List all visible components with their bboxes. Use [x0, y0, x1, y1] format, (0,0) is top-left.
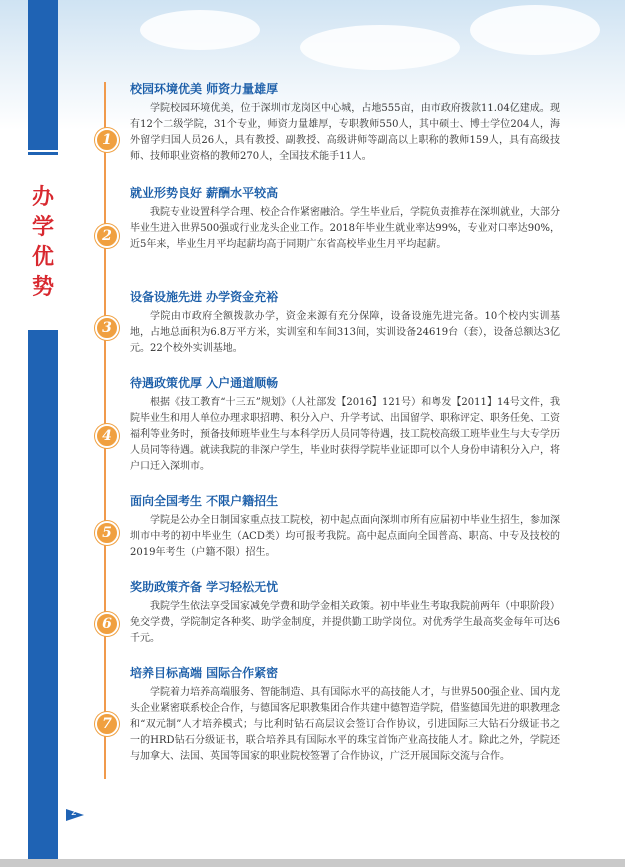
timeline-marker: 1 — [95, 128, 119, 152]
section-title: 设备设施先进 办学资金充裕 — [130, 290, 279, 304]
section-international — [130, 664, 560, 765]
section-campus — [130, 80, 560, 165]
timeline-marker: 7 — [95, 712, 119, 736]
section-scholarship — [130, 578, 560, 647]
timeline-marker: 3 — [95, 316, 119, 340]
blue-bar-divider — [28, 152, 58, 155]
timeline-marker: 4 — [95, 424, 119, 448]
cloud-shape — [140, 10, 260, 50]
section-policy — [130, 374, 560, 475]
page-number: 2 — [71, 808, 77, 818]
section-title: 培养目标高端 国际合作紧密 — [130, 666, 279, 680]
section-title: 面向全国考生 不限户籍招生 — [130, 494, 279, 508]
section-body: 学院是公办全日制国家重点技工院校，初中起点面向深圳市所有应届初中毕业生招生，参加深圳市中考的初中毕业生（ACD类）均可报考我院。高中起点面向全国普高、职高、中专及技校的2019年考生（户籍不限）招生。 — [130, 515, 560, 558]
section-facilities — [130, 288, 560, 357]
side-title-char: 学 — [31, 214, 54, 240]
side-title-char: 优 — [31, 244, 54, 270]
timeline-marker: 6 — [95, 612, 119, 636]
section-employment — [130, 184, 560, 253]
section-title: 奖助政策齐备 学习轻松无忧 — [130, 580, 279, 594]
section-title: 就业形势良好 薪酬水平较高 — [130, 186, 279, 200]
section-body: 我院学生依法享受国家减免学费和助学金相关政策。初中毕业生考取我院前两年（中职阶段）免交学费，学院制定各种奖、助学金制度，并提供勤工助学岗位。对优秀学生最高奖金每年可达6千元。 — [130, 601, 560, 644]
cloud-shape — [470, 5, 600, 55]
section-title: 待遇政策优厚 入户通道顺畅 — [130, 376, 279, 390]
cloud-shape — [300, 25, 460, 70]
timeline-marker: 5 — [95, 521, 119, 545]
section-body: 学院校园环境优美，位于深圳市龙岗区中心城，占地555亩，由市政府拨款11.04亿建成。现有12个二级学院，31个专业，师资力量雄厚，专职教师550人，其中硕士、博士学位204人，海外留学归国人员26人，具有教授、副教授、高级讲师等副高以上职称的教师159人，具有高级技师、技师职业资格的教师270人，全国技术能手11人。 — [130, 103, 560, 162]
side-title — [28, 182, 58, 302]
section-title: 校园环境优美 师资力量雄厚 — [130, 82, 279, 96]
section-body: 我院专业设置科学合理、校企合作紧密融洽。学生毕业后，学院负责推荐在深圳就业，大部分毕业生进入世界500强或行业龙头企业工作。2018年毕业生就业率达99%，专业对口率达90%，近5年来，毕业生月平均起薪均高于同期广东省高校毕业生月平均起薪。 — [130, 207, 560, 250]
side-title-char: 势 — [31, 274, 54, 300]
section-body: 根据《技工教育“十三五”规划》（人社部发【2016】121号）和粤发【2011】14号文件，我院毕业生和用人单位办理求职招聘、积分入户、升学考试、出国留学、职称评定、职务任免、工资福利等业务时，预备技师班毕业生与本科学历人员同等待遇，技工院校高级工班毕业生与大专学历人员同等待遇。就读我院的非深户学生，毕业时获得学院毕业证即可以个人身份申请积分入户，将户口迁入深圳市。 — [130, 397, 560, 472]
side-title-char: 办 — [31, 184, 54, 210]
timeline-marker: 2 — [95, 224, 119, 248]
section-body: 学院着力培养高端服务、智能制造、具有国际水平的高技能人才，与世界500强企业、国内龙头企业紧密联系校企合作，与德国客尼职教集团合作共建中德智造学院，借鉴德国先进的职教理念和“双元制”人才培养模式；与比利时钻石高层议会签订合作协议，引进国际三大钻石分级证书之一的HRD钻石分级证书，联合培养具有国际水平的珠宝首饰产业高技能人才。除此之外，学院还与加拿大、法国、英国等国家的职业院校签署了合作协议，广泛开展国际交流与合作。 — [130, 687, 560, 762]
section-body: 学院由市政府全额拨款办学，资金来源有充分保障，设备设施先进完备。10个校内实训基地，占地总面积为6.8万平方米，实训室和车间313间，实训设备24619台（套），设备总额达3亿元。22个校外实训基地。 — [130, 311, 560, 354]
blue-bar-top — [28, 0, 58, 150]
blue-bar-bottom — [28, 330, 58, 860]
bottom-border — [0, 859, 625, 867]
section-enrollment — [130, 492, 560, 561]
